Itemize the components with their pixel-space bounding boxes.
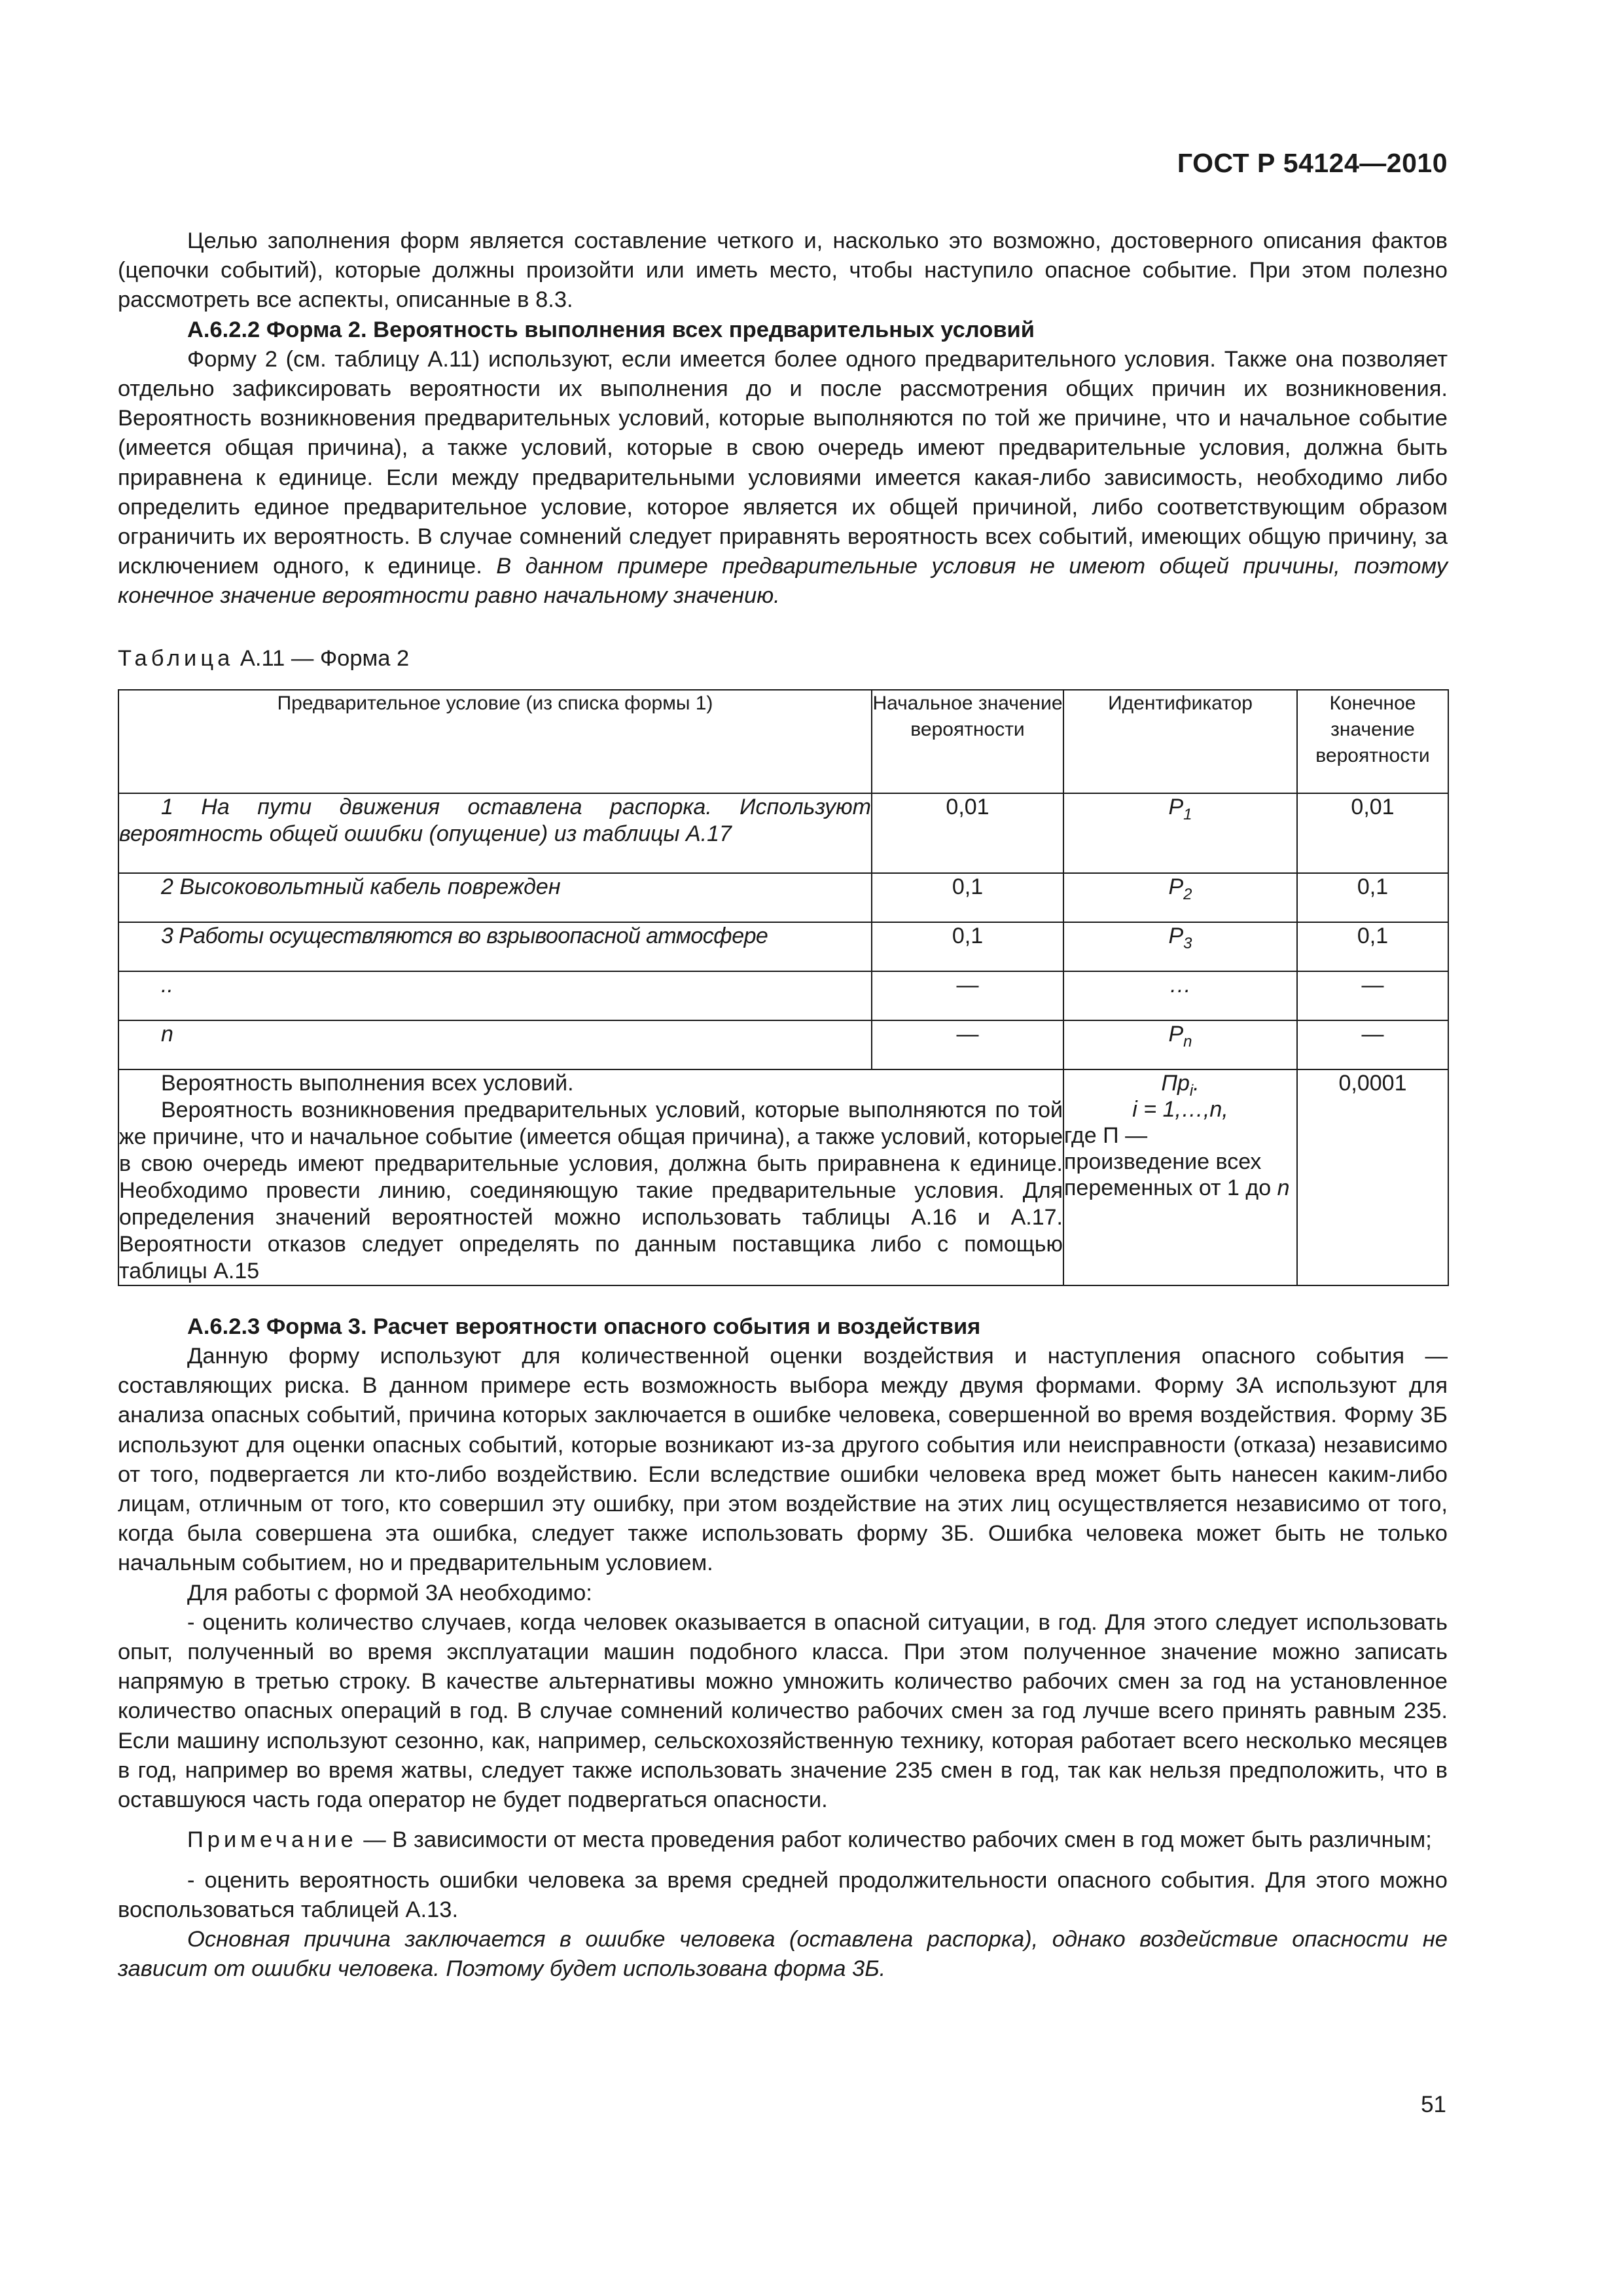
- cell-final: 0,01: [1297, 793, 1448, 873]
- section-heading-form2: А.6.2.2 Форма 2. Вероятность выполнения всех предварительных условий: [187, 317, 1035, 342]
- paragraph-form2-text: Форму 2 (см. таблицу А.11) используют, если имеется более одного предварительного условия. Также она позволяет отдельно зафиксировать вероятности их выполнения до и после рассмотрения общих причин их возникновения. Вероятность возникновения предварительных условий, которые выполняются по той же причине, что и начальное событие (имеется общая причина), а также условий, которые в свою очередь имеют предварительные условия, должна быть приравнена к единице. Если между предварительными условиями имеется какая-либо зависимость, необходимо либо определить единое предварительное условие, которое является их общей причиной, либо соответствующим образом ограничить их вероятность. В случае сомнений следует приравнять вероятность всех событий, имеющих общую причину, за исключением одного, к единице.: [118, 346, 1448, 579]
- cell-initial: 0,01: [872, 793, 1063, 873]
- cell-initial: 0,1: [872, 873, 1063, 922]
- product-formula: [1064, 1070, 1296, 1100]
- product-description-text: где Π — произведение всех переменных от 1 до: [1064, 1122, 1272, 1200]
- header-initial: Начальное значение вероятности: [872, 690, 1063, 793]
- summary-line1: Вероятность выполнения всех условий.: [161, 1070, 574, 1096]
- note-label: Примечание: [187, 1827, 357, 1853]
- paragraph-estimate-error: - оценить вероятность ошибки человека за время средней продолжительности опасного события. Для этого можно воспользоваться таблицей А.13.: [118, 1867, 1448, 1922]
- table-row: [118, 971, 1448, 1020]
- cell-identifier: [1063, 793, 1297, 873]
- identifier-index: 3: [1183, 934, 1192, 952]
- identifier-symbol: P: [1168, 874, 1184, 899]
- cell-condition-text: ..: [161, 972, 173, 997]
- paragraph-intro: Целью заполнения форм является составление четкого и, насколько это возможно, достоверного описания фактов (цепочки событий), которые должны произойти или иметь место, чтобы наступило опасное событие. При этом полезно рассмотреть все аспекты, описанные в 8.3.: [118, 228, 1448, 313]
- note: [118, 1825, 1448, 1855]
- header-identifier: Идентификатор: [1063, 690, 1297, 793]
- summary-final-cell: 0,0001: [1297, 1069, 1448, 1285]
- summary-text-cell: [118, 1069, 1063, 1285]
- table-caption: [118, 644, 1448, 673]
- cell-final: 0,1: [1297, 873, 1448, 922]
- table-header-row: [118, 690, 1448, 793]
- product-range: i = 1,…,n,: [1132, 1096, 1228, 1122]
- cell-initial: 0,1: [872, 922, 1063, 971]
- summary-text: Вероятность возникновения предварительных условий, которые выполняются по той же причине, что и начальное событие (имеется общая причина), а также условий, которые в свою очередь имеют предварительные условия, должна быть приравнена к единице. Необходимо провести линию, соединяющую такие предварительные условия. Для определения значений вероятностей можно использовать таблицы А.16 и А.17. Вероятности отказов следует определять по данным поставщика либо с помощью таблицы А.15: [119, 1097, 1063, 1283]
- cell-identifier: [1063, 1020, 1297, 1069]
- table-caption-label: Таблица: [118, 645, 234, 671]
- product-symbol: Πp: [1161, 1070, 1190, 1096]
- cell-condition: [118, 971, 872, 1020]
- note-text: — В зависимости от места проведения работ количество рабочих смен в год может быть различным;: [357, 1827, 1432, 1853]
- paragraph-conclusion: Основная причина заключается в ошибке человека (оставлена распорка), однако воздействие опасности не зависит от ошибки человека. Поэтому будет использована форма 3Б.: [118, 1926, 1448, 1982]
- product-description: [1064, 1122, 1296, 1201]
- header-final: Конечное значение вероятности: [1297, 690, 1448, 793]
- cell-identifier: [1063, 873, 1297, 922]
- cell-condition: [118, 793, 872, 873]
- product-description-n: n: [1277, 1175, 1290, 1200]
- paragraph-estimate-count: - оценить количество случаев, когда человек оказывается в опасной ситуации, в год. Для этого следует использовать опыт, полученный во время эксплуатации машин подобного класса. При этом полученное значение можно записать напрямую в третью строку. В качестве альтернативы можно умножить количество рабочих смен за год на установленное количество опасных операций в год. В случае сомнений количество рабочих смен за год лучше всего принять равным 235. Если машину используют сезонно, как, например, сельскохозяйственную технику, которая работает всего несколько месяцев в год, например во время жатвы, следует также использовать значение 235 смен в год, так как нельзя предположить, что в оставшуюся часть года оператор не будет подвергаться опасности.: [118, 1609, 1448, 1813]
- paragraph-form3a-intro: Для работы с формой 3А необходимо:: [187, 1580, 592, 1605]
- standard-header: ГОСТ Р 54124—2010: [1177, 148, 1448, 178]
- summary-product-cell: [1063, 1069, 1297, 1285]
- section-heading-form3: А.6.2.3 Форма 3. Расчет вероятности опасного события и воздействия: [187, 1314, 981, 1339]
- identifier-symbol: P: [1168, 794, 1184, 819]
- product-index: i: [1189, 1081, 1194, 1100]
- table-row: [118, 922, 1448, 971]
- identifier-symbol: P: [1168, 923, 1184, 948]
- form2-table: [118, 689, 1449, 1286]
- cell-identifier: [1063, 971, 1297, 1020]
- identifier-index: n: [1183, 1032, 1192, 1050]
- page-number: 51: [1421, 2092, 1446, 2117]
- cell-condition-text: 2 Высоковольтный кабель поврежден: [161, 874, 561, 899]
- identifier-symbol: P: [1168, 1021, 1184, 1047]
- cell-condition-text: n: [161, 1021, 173, 1047]
- table-row: [118, 793, 1448, 873]
- cell-final: —: [1297, 971, 1448, 1020]
- cell-condition-text: 3 Работы осуществляются во взрывоопасной атмосфере: [161, 923, 768, 948]
- identifier-index: 2: [1183, 885, 1192, 903]
- table-caption-rest: А.11 — Форма 2: [240, 645, 410, 671]
- cell-final: 0,1: [1297, 922, 1448, 971]
- cell-condition: [118, 922, 872, 971]
- cell-condition-text: 1 На пути движения оставлена распорка. Используют вероятность общей ошибки (опущение) из таблицы А.17: [119, 794, 871, 846]
- cell-initial: —: [872, 971, 1063, 1020]
- header-condition: Предварительное условие (из списка формы 1): [118, 690, 872, 793]
- table-summary-row: [118, 1069, 1448, 1285]
- product-dot: .: [1193, 1070, 1200, 1096]
- page-content: [118, 226, 1448, 1984]
- identifier-index: 1: [1183, 805, 1192, 823]
- table-row: [118, 873, 1448, 922]
- paragraph-form3: Данную форму используют для количественной оценки воздействия и наступления опасного события — составляющих риска. В данном примере есть возможность выбора между двумя формами. Форму 3А используют для анализа опасных событий, причина которых заключается в ошибке человека, совершенной во время воздействия. Форму 3Б используют для оценки опасных событий, которые возникают из-за другого события или неисправности (отказа) независимо от того, подвергается ли кто-либо воздействию. Если вследствие ошибки человека вред может быть нанесен каким-либо лицам, отличным от того, кто совершил эту ошибку, при этом воздействие на этих лиц осуществляется независимо от того, когда была совершена эта ошибка, следует также использовать форму 3Б. Ошибка человека может быть не только начальным событием, но и предварительным условием.: [118, 1344, 1448, 1576]
- cell-condition: [118, 873, 872, 922]
- cell-identifier: [1063, 922, 1297, 971]
- cell-condition: [118, 1020, 872, 1069]
- identifier-symbol: …: [1169, 972, 1192, 997]
- table-row: [118, 1020, 1448, 1069]
- paragraph-form2-italic: В данном примере предварительные условия не имеют общей причины, поэтому конечное значение вероятности равно начальному значению.: [118, 554, 1448, 609]
- cell-final: —: [1297, 1020, 1448, 1069]
- cell-initial: —: [872, 1020, 1063, 1069]
- paragraph-form2: [118, 345, 1448, 611]
